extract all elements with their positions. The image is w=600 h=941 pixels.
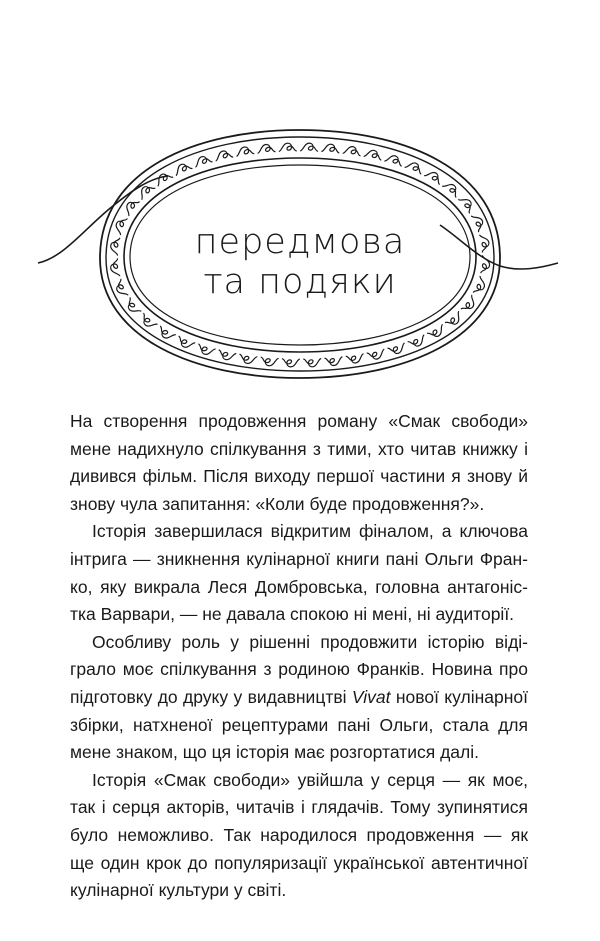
publisher-name: Vivat [351,686,391,707]
loop-ornament [279,143,297,152]
paragraph-1: На створення продовження роману «Смак свободи» мене надихнуло спілкування з тими, хто читав книжку і дивився фільм. Після виходу першої частини я знову й знову чула запитання: «Коли буде продовження?». [70,411,528,514]
loop-ornament [324,357,343,367]
body-text [70,408,528,905]
loop-ornament [424,169,444,185]
loop-ornament [193,154,213,167]
oval-frame-ornament [0,0,600,400]
loop-ornament [173,161,193,175]
loop-ornament [408,335,428,349]
loop-ornament [321,143,340,152]
loop-ornament [217,350,236,362]
loop-ornament [364,148,383,160]
paragraph-3-text-a: Особливу роль у рішенні продовжити історію відіграло моє спілкування з родиною Франків. Новина про підготовку до друку у видавництві [70,631,528,707]
loop-ornament [343,145,362,155]
paragraph-2: Історія завершилася відкритим фіналом, а ключова інтрига — зникнення кулінарної книги пані Ольги Франко, яку викрала Леся Домбровська, головна антагоністка Варвари, — не давала спокою ні мені, ні аудиторії. [70,521,528,625]
loop-ornament [282,359,300,367]
loop-ornament [238,354,257,364]
loop-ornament [257,144,276,154]
loop-ornament [303,359,321,368]
loop-ornament [384,153,404,166]
loop-ornament [300,143,318,151]
paragraph-4: Історія «Смак свободи» увійшла у серця — як моє, так і серця акторів, читачів і глядачів. Тому зупинятися було неможливо. Так народилося продовження — як ще один крок до популяризації української автентичної кулінарної культури у світі. [70,769,528,901]
paragraph-3-text-b: нової кулінарної збірки, натхненої рецептурами пані Ольги, стала для мене знаком, що ця історія має розгортатися далі. [70,686,528,763]
page-title-line-2: та подяки [203,262,397,302]
loop-ornament [367,349,386,361]
page-title-line-1: передмова [194,222,406,262]
loop-ornament [196,344,216,357]
loop-ornament [214,149,233,161]
paragraph-3 [70,629,528,767]
loop-ornament [235,146,254,157]
loop-ornament [405,160,425,174]
loop-ornament [260,357,279,366]
loop-ornament [176,336,196,350]
loop-ornament [387,343,407,356]
loop-ornament [346,354,365,365]
